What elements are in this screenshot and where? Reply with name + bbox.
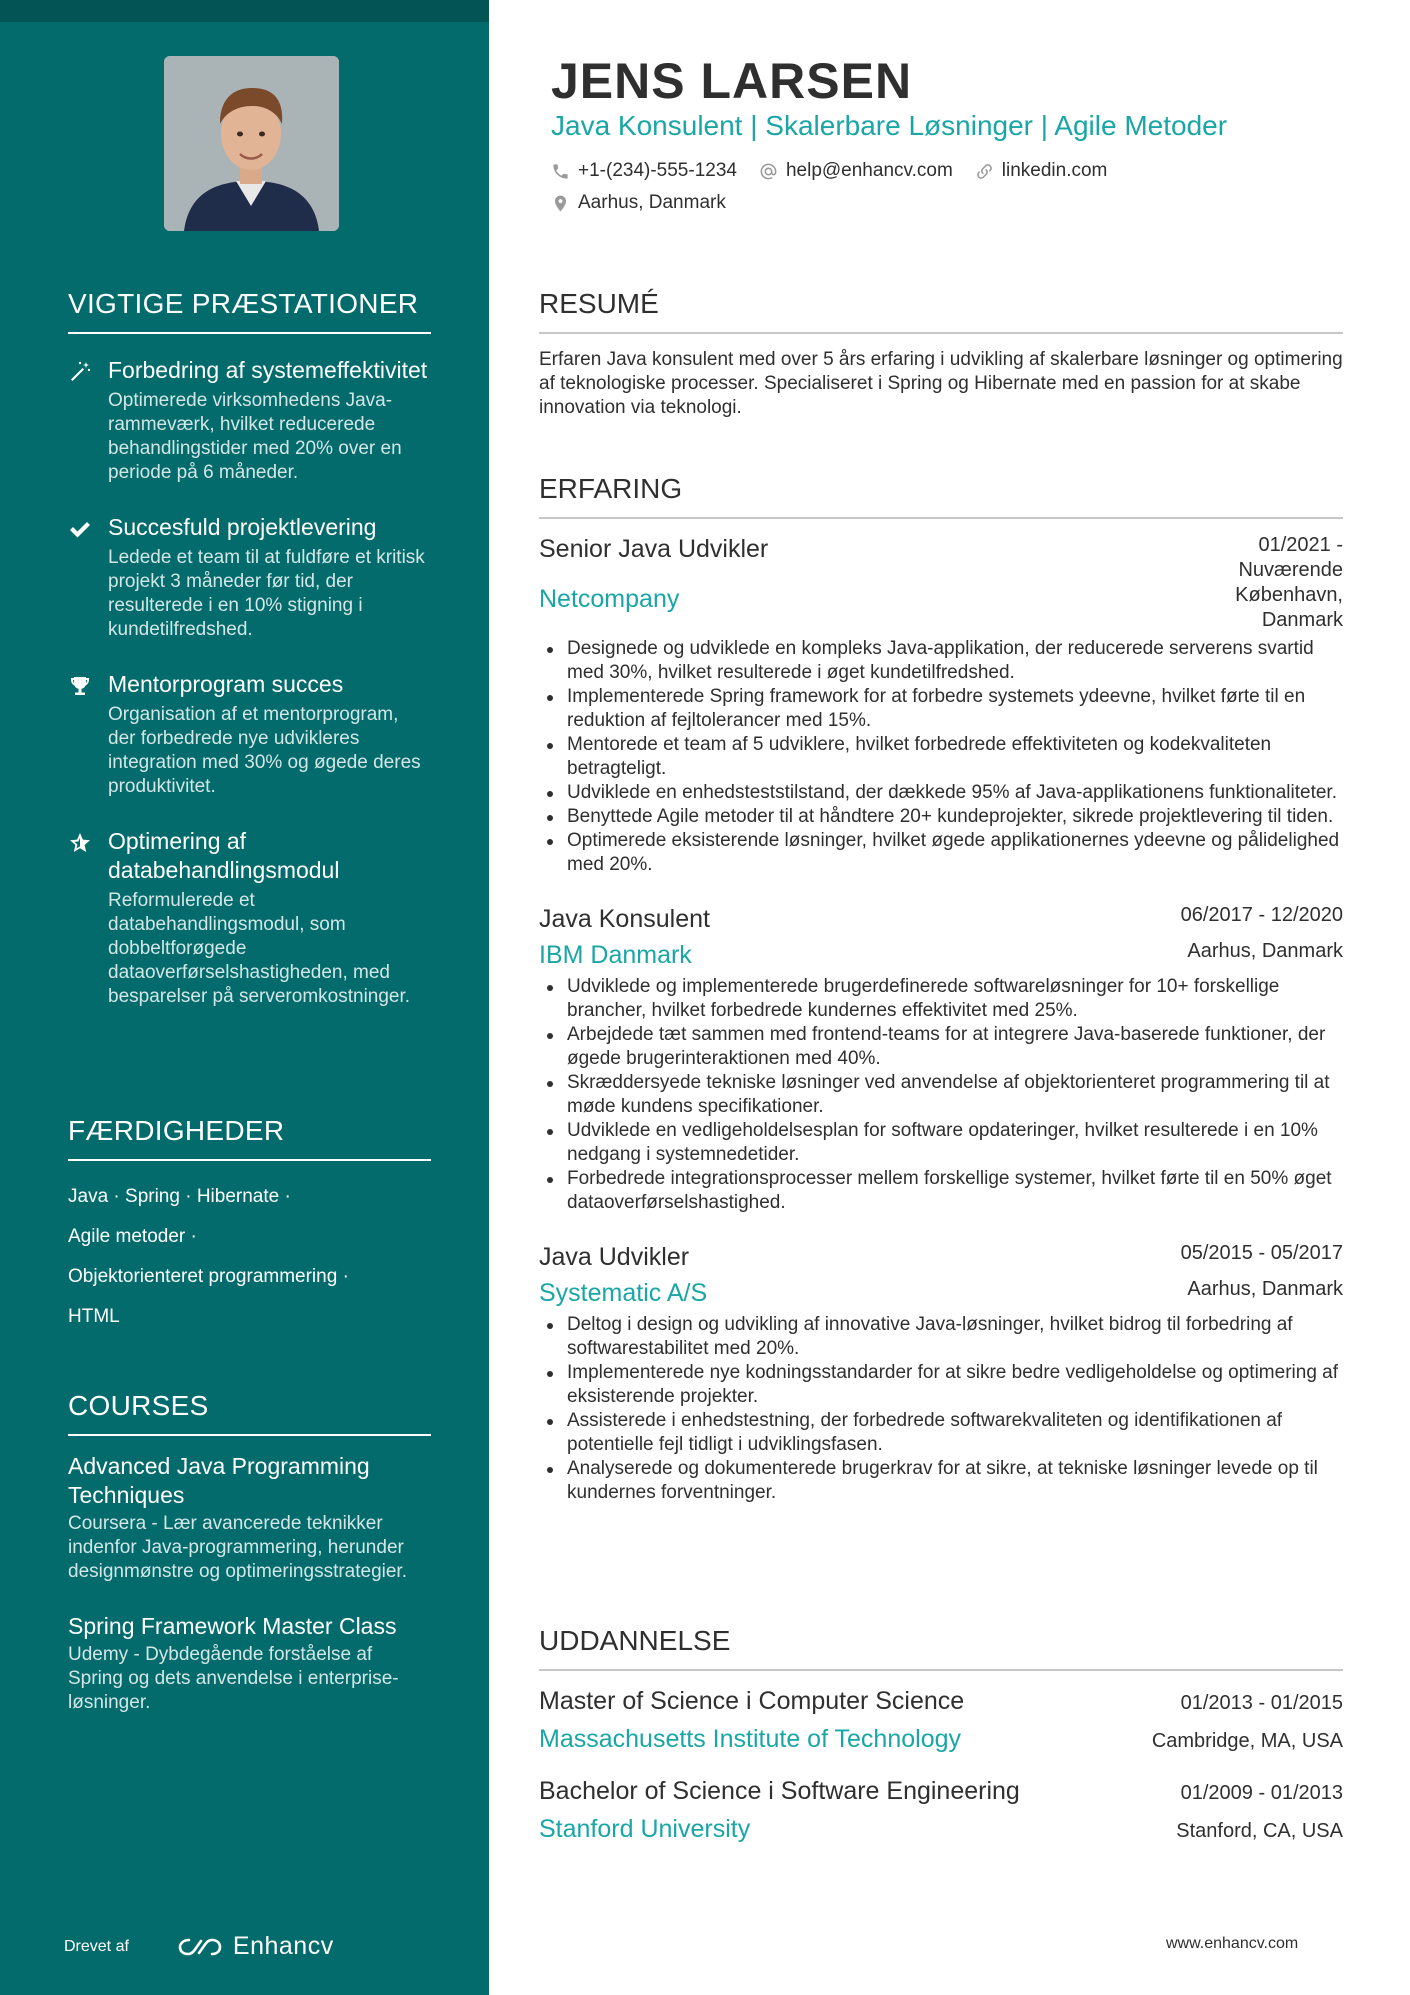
job-bullet: Arbejdede tæt sammen med frontend-teams for at integrere Java-baserede funktioner, der øgede brugerinteraktionen med 40%. [539,1023,1343,1071]
powered-by [64,1932,334,1961]
email-text: help@enhancv.com [785,160,953,181]
job-bullets [539,975,1343,1215]
achievement-title: Succesfuld projektlevering [108,514,377,540]
achievements-section [68,288,431,1037]
contact-linkedin[interactable] [975,160,1108,182]
job-bullets [539,1313,1343,1505]
job-bullet: Designede og udviklede en kompleks Java-applikation, der reducerede serverens svartid med 30%, hvilket resulterede i øget kundetilfredshed. [539,637,1343,685]
contact-row [551,160,1341,182]
courses-section [68,1390,431,1743]
profile-photo-image [164,56,339,231]
candidate-name: JENS LARSEN [551,53,913,109]
job-bullet: Udviklede en vedligeholdelsesplan for software opdateringer, hvilket resulterede i en 10% nedgang i systemnedetider. [539,1119,1343,1167]
phone-text: +1-(234)-555-1234 [578,160,737,181]
skill-line: Agile metoder · [68,1226,197,1247]
achievement-title: Forbedring af systemeffektivitet [108,357,428,383]
trophy-icon [68,674,92,698]
education-entry [539,1685,1343,1755]
enhancv-brand: Enhancv [232,1932,334,1960]
achievement-title: Optimering af databehandlingsmodul [108,828,340,883]
course-title: Advanced Java Programming Techniques [68,1453,370,1508]
contact-phone[interactable] [551,160,737,182]
link-icon [975,162,994,181]
achievement-desc: Organisation af et mentorprogram, der forbedrede nye udvikleres integration med 30% og øgede deres produktivitet. [108,704,421,797]
education-degree: Master of Science i Computer Science [539,1687,965,1715]
education-date: 01/2009 - 01/2013 [1180,1782,1343,1804]
job-bullet: Udviklede en enhedsteststilstand, der dækkede 95% af Java-applikationens funktionaliteter. [539,781,1343,805]
course-title: Spring Framework Master Class [68,1613,397,1639]
achievement-item [68,827,431,1009]
achievement-title: Mentorprogram succes [108,671,344,697]
achievement-desc: Ledede et team til at fuldføre et kritisk projekt 3 måneder før tid, der resulterede i en 10% stigning i kundetilfredshed. [108,547,425,640]
skills-list [68,1185,431,1329]
candidate-tagline: Java Konsulent | Skalerbare Løsninger | Agile Metoder [551,110,1228,141]
job-bullets [539,637,1343,877]
job-title: Senior Java Udvikler [539,535,769,563]
skill-line: Java · Spring · Hibernate · [68,1186,291,1207]
courses-heading: COURSES [68,1390,431,1436]
education-degree: Bachelor of Science i Software Engineering [539,1777,1020,1805]
education-location: Cambridge, MA, USA [1151,1730,1343,1752]
achievement-item [68,356,431,485]
education-date: 01/2013 - 01/2015 [1180,1692,1343,1714]
course-item [68,1612,431,1715]
enhancv-logo[interactable] [177,1932,334,1961]
magic-wand-icon [68,360,92,384]
job-date: 05/2015 - 05/2017 [1180,1242,1343,1264]
education-entry [539,1775,1343,1845]
job-bullet: Implementerede nye kodningsstandarder for at sikre bedre vedligeholdelse og optimering af eksisterende projekter. [539,1361,1343,1409]
contact-location [551,192,726,214]
job-bullet: Optimerede eksisterende løsninger, hvilket øgede applikationernes ydeevne og pålidelighed med 20%. [539,829,1343,877]
education-school: Stanford University [539,1815,751,1843]
job-location: Aarhus, Danmark [1187,940,1343,962]
footer-url[interactable]: www.enhancv.com [1166,1935,1299,1952]
location-text: Aarhus, Danmark [578,192,726,213]
achievements-list [68,356,431,1009]
course-desc: Coursera - Lær avancerede teknikker indenfor Java-programmering, herunder designmønstre og optimeringsstrategier. [68,1513,407,1582]
achievement-item [68,513,431,642]
experience-heading: ERFARING [539,473,1343,519]
job-company: IBM Danmark [539,941,692,969]
job-entry [539,533,1343,877]
course-desc: Udemy - Dybdegående forståelse af Spring og dets anvendelse i enterprise-løsninger. [68,1644,399,1713]
job-title: Java Udvikler [539,1243,690,1271]
job-company: Systematic A/S [539,1279,708,1307]
education-heading: UDDANNELSE [539,1625,1343,1671]
star-icon [68,831,92,855]
job-bullet: Implementerede Spring framework for at forbedre systemets ydeevne, hvilket førte til en reduktion af fejltolerancer med 15%. [539,685,1343,733]
powered-by-label: Drevet af [64,1937,129,1955]
summary-text: Erfaren Java konsulent med over 5 års erfaring i udvikling af skalerbare løsninger og optimering af teknologiske processer. Specialiseret i Spring og Hibernate med en passion for at skabe innovation via teknologi. [539,349,1343,418]
achievement-desc: Reformulerede et databehandlingsmodul, som dobbeltforøgede dataoverførselshastigheden, med besparelser på serveromkostninger. [108,890,411,1007]
job-bullet: Analyserede og dokumenterede brugerkrav for at sikre, at tekniske løsninger levede op til kundernes forventninger. [539,1457,1343,1505]
job-location: Aarhus, Danmark [1187,1278,1343,1300]
achievement-item [68,670,431,799]
infinity-icon [177,1935,223,1959]
job-date: 01/2021 - Nuværende [1238,534,1343,581]
job-entry [539,1241,1343,1505]
job-bullet: Mentorede et team af 5 udviklere, hvilket forbedrede effektiviteten og kodekvaliteten betragteligt. [539,733,1343,781]
education-section [539,1625,1343,1865]
skill-line: HTML [68,1306,120,1327]
courses-list [68,1452,431,1715]
skills-heading: FÆRDIGHEDER [68,1115,431,1161]
summary-section [539,288,1343,420]
achievements-heading: VIGTIGE PRÆSTATIONER [68,288,431,334]
job-bullet: Assisterede i enhedstestning, der forbedrede softwarekvaliteten og identifikationen af potentielle fejl tidligt i udviklingsfasen. [539,1409,1343,1457]
education-school: Massachusetts Institute of Technology [539,1725,961,1753]
sidebar-top-bar [0,0,489,22]
linkedin-text: linkedin.com [1001,160,1108,181]
phone-icon [551,162,570,181]
skill-line: Objektorienteret programmering · [68,1266,349,1287]
skills-section [68,1115,431,1345]
check-icon [68,517,92,541]
sidebar [0,0,489,1995]
job-title: Java Konsulent [539,905,710,933]
job-entry [539,903,1343,1215]
job-bullet: Forbedrede integrationsprocesser mellem forskellige systemer, hvilket førte til en 50% øget dataoverførselshastighed. [539,1167,1343,1215]
summary-heading: RESUMÉ [539,288,1343,334]
job-date: 06/2017 - 12/2020 [1180,904,1343,926]
contact-info [551,160,1341,224]
location-pin-icon [551,194,570,213]
contact-email[interactable] [759,160,953,182]
job-bullet: Udviklede og implementerede brugerdefinerede softwareløsninger for 10+ forskellige brancher, hvilket forbedrede kundernes effektivitet med 25%. [539,975,1343,1023]
job-bullet: Deltog i design og udvikling af innovative Java-løsninger, hvilket bidrog til forbedring af softwarestabilitet med 20%. [539,1313,1343,1361]
contact-row [551,192,1341,214]
course-item [68,1452,431,1584]
profile-photo [164,56,339,231]
achievement-desc: Optimerede virksomhedens Java-rammeværk, hvilket reducerede behandlingstider med 20% over en periode på 6 måneder. [108,390,402,483]
at-sign-icon [759,162,778,181]
education-location: Stanford, CA, USA [1176,1820,1343,1842]
job-bullet: Benyttede Agile metoder til at håndtere 20+ kundeprojekter, sikrede projektlevering til tiden. [539,805,1343,829]
experience-section [539,473,1343,1505]
job-location: København, Danmark [1235,584,1343,631]
job-company: Netcompany [539,585,680,613]
job-bullet: Skræddersyede tekniske løsninger ved anvendelse af objektorienteret programmering til at møde kundens specifikationer. [539,1071,1343,1119]
